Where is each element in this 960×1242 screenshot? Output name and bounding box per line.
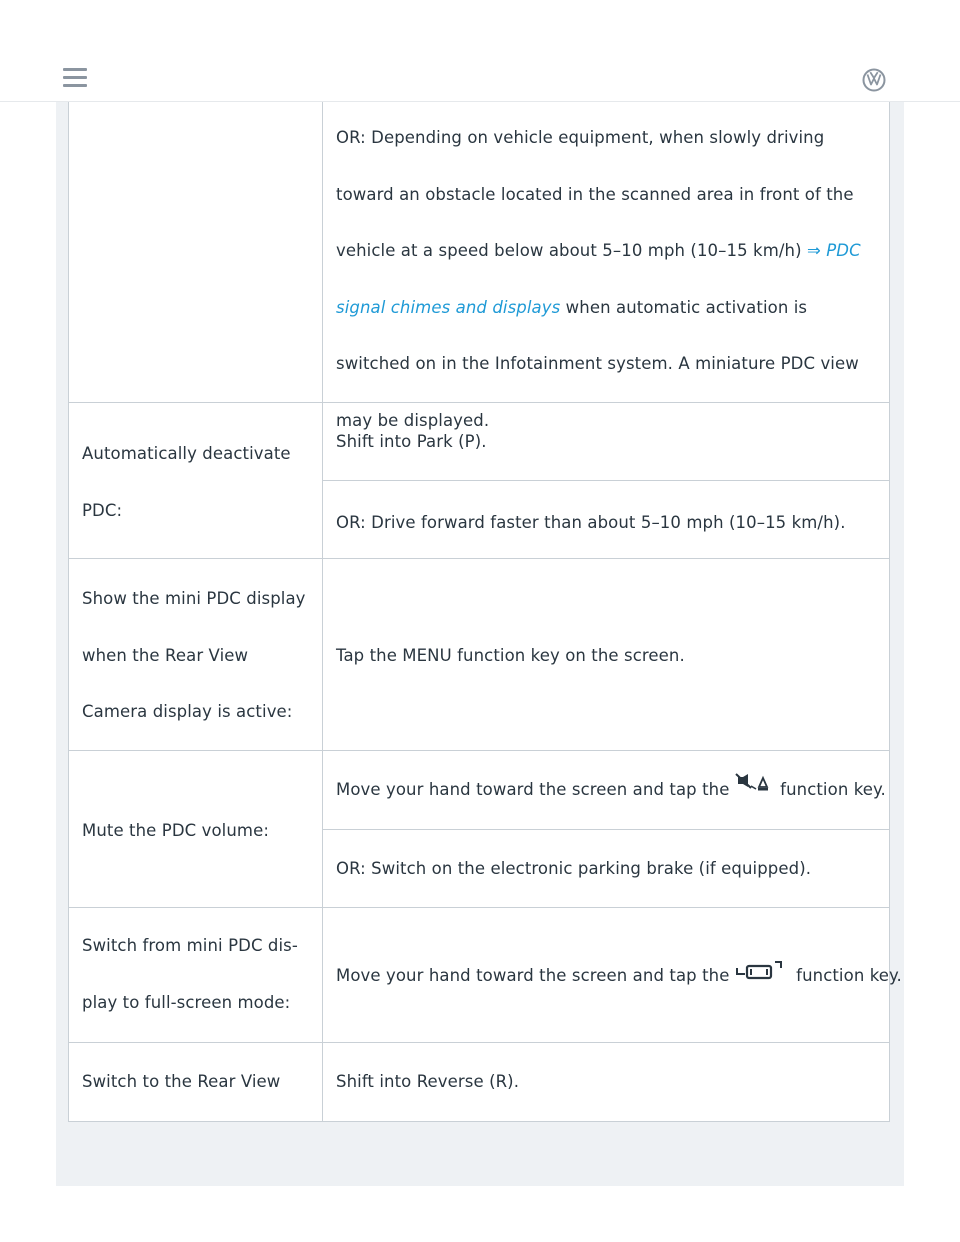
- table-row: [68, 908, 902, 1043]
- action-label: Switch to the Rear View: [82, 1072, 281, 1091]
- instruction-subrow: [323, 481, 890, 559]
- action-label: Mute the PDC volume:: [82, 821, 269, 840]
- instruction-subrow: [323, 403, 890, 481]
- instruction-text: OR: Depending on vehicle equipment, when slowly driving toward an obstacle located in the scanned area in front of the vehicle at a speed below about 5–10 mph (10–15 km/h) ⇒ PDC signal chimes and displays when automatic activation is switched on in the Infotainment system. A miniature PDC view may be displayed.: [336, 128, 861, 430]
- vw-logo-icon[interactable]: [862, 68, 886, 92]
- instruction-cell: [323, 751, 890, 907]
- instruction-text: Move your hand toward the screen and tap the function key.: [336, 762, 882, 819]
- table-row: [68, 1043, 890, 1122]
- fullscreen-view-icon: [735, 960, 791, 982]
- action-cell: [68, 403, 323, 558]
- instruction-cell: [323, 102, 890, 430]
- table-row: [68, 751, 890, 908]
- top-bar: [0, 0, 960, 102]
- instruction-text: Shift into Park (P).: [336, 432, 487, 451]
- instruction-text: OR: Switch on the electronic parking brake (if equipped).: [336, 859, 812, 878]
- action-cell: [68, 1043, 323, 1121]
- action-cell: [68, 751, 323, 907]
- table-row: [68, 403, 890, 559]
- instruction-text: Tap the MENU function key on the screen.: [336, 646, 685, 665]
- action-label: Automatically deactivate PDC:: [82, 444, 291, 520]
- instruction-subrow: [323, 751, 890, 830]
- action-cell: [68, 908, 323, 1042]
- action-label: Show the mini PDC display when the Rear View Camera display is active:: [82, 589, 306, 721]
- instruction-cell: [323, 1043, 890, 1121]
- instruction-text: Move your hand toward the screen and tap the function key.: [336, 948, 881, 1005]
- instruction-cell: [323, 559, 890, 750]
- hamburger-menu-icon[interactable]: [63, 68, 87, 88]
- mute-pdc-icon: [735, 773, 775, 795]
- action-cell: [68, 102, 323, 402]
- action-label: Switch from mini PDC dis- play to full-screen mode:: [82, 936, 298, 1012]
- instruction-text: Shift into Reverse (R).: [336, 1072, 520, 1091]
- pdc-signal-chimes-link[interactable]: ⇒ PDC signal chimes and displays: [336, 241, 861, 317]
- table-row: [68, 559, 890, 751]
- instruction-subrow: [323, 830, 890, 908]
- action-cell: [68, 559, 323, 750]
- instruction-text: OR: Drive forward faster than about 5–10 mph (10–15 km/h).: [336, 513, 846, 532]
- table-row: [68, 102, 890, 430]
- instruction-cell: [323, 403, 890, 558]
- instruction-cell: [323, 908, 902, 1042]
